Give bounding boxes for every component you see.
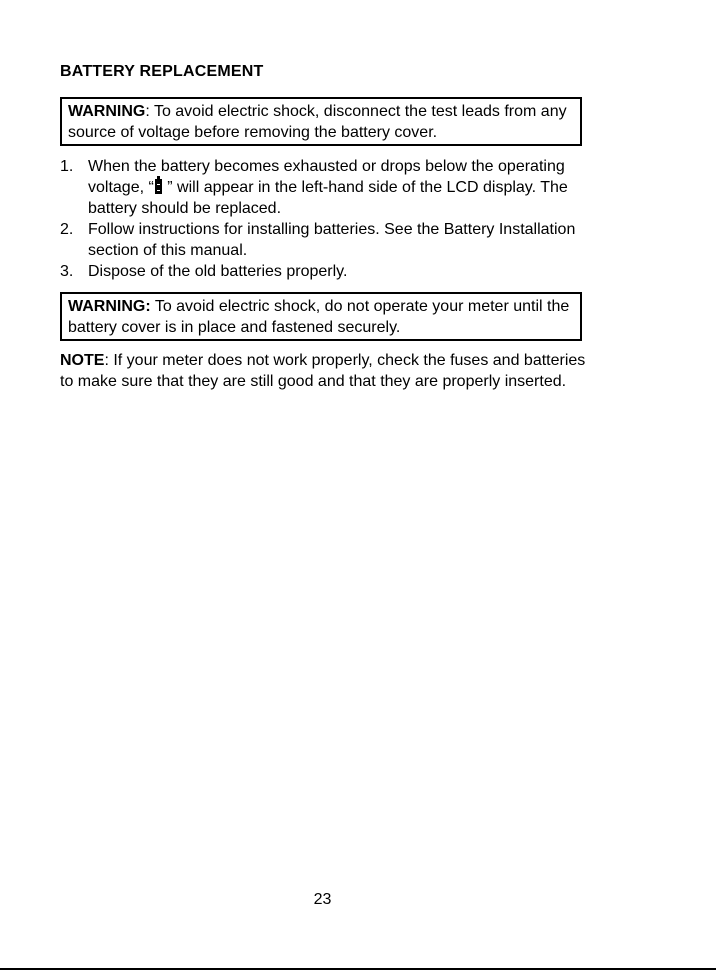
warning-label: WARNING: [68, 103, 146, 120]
warning-text: To avoid electric shock, do not operate your meter until the battery cover is in place and fastened securely.: [68, 298, 570, 336]
step-item: [60, 261, 600, 282]
step-number: 3.: [60, 263, 74, 280]
note-label: NOTE: [60, 352, 105, 369]
step-number: 1.: [60, 158, 74, 175]
step-number: 2.: [60, 221, 74, 238]
step-item: [60, 219, 600, 261]
step-text: When the battery becomes exhausted or drops below the operating voltage, “: [88, 158, 565, 196]
section-title: BATTERY REPLACEMENT: [60, 63, 264, 80]
note-text: : If your meter does not work properly, check the fuses and batteries to make sure that they are still good and that they are properly inserted.: [60, 352, 586, 390]
page-number: 23: [313, 891, 332, 908]
note-paragraph: [60, 350, 600, 392]
warning-box-operation: [60, 292, 582, 341]
warning-label: WARNING:: [68, 298, 151, 315]
step-text: Follow instructions for installing batteries. See the Battery Installation section of this manual.: [88, 221, 576, 259]
battery-low-icon: [155, 179, 162, 194]
step-item: [60, 156, 600, 219]
page-bottom-rule: [0, 968, 716, 970]
step-text: ” will appear in the left-hand side of the LCD display. The battery should be replaced.: [88, 179, 568, 217]
step-text: Dispose of the old batteries properly.: [88, 263, 348, 280]
warning-text: To avoid electric shock, disconnect the test leads from any source of voltage before removing the battery cover.: [68, 103, 567, 141]
warning-separator: :: [145, 103, 150, 120]
replacement-steps: [60, 156, 600, 282]
warning-box-cover-removal: [60, 97, 582, 146]
